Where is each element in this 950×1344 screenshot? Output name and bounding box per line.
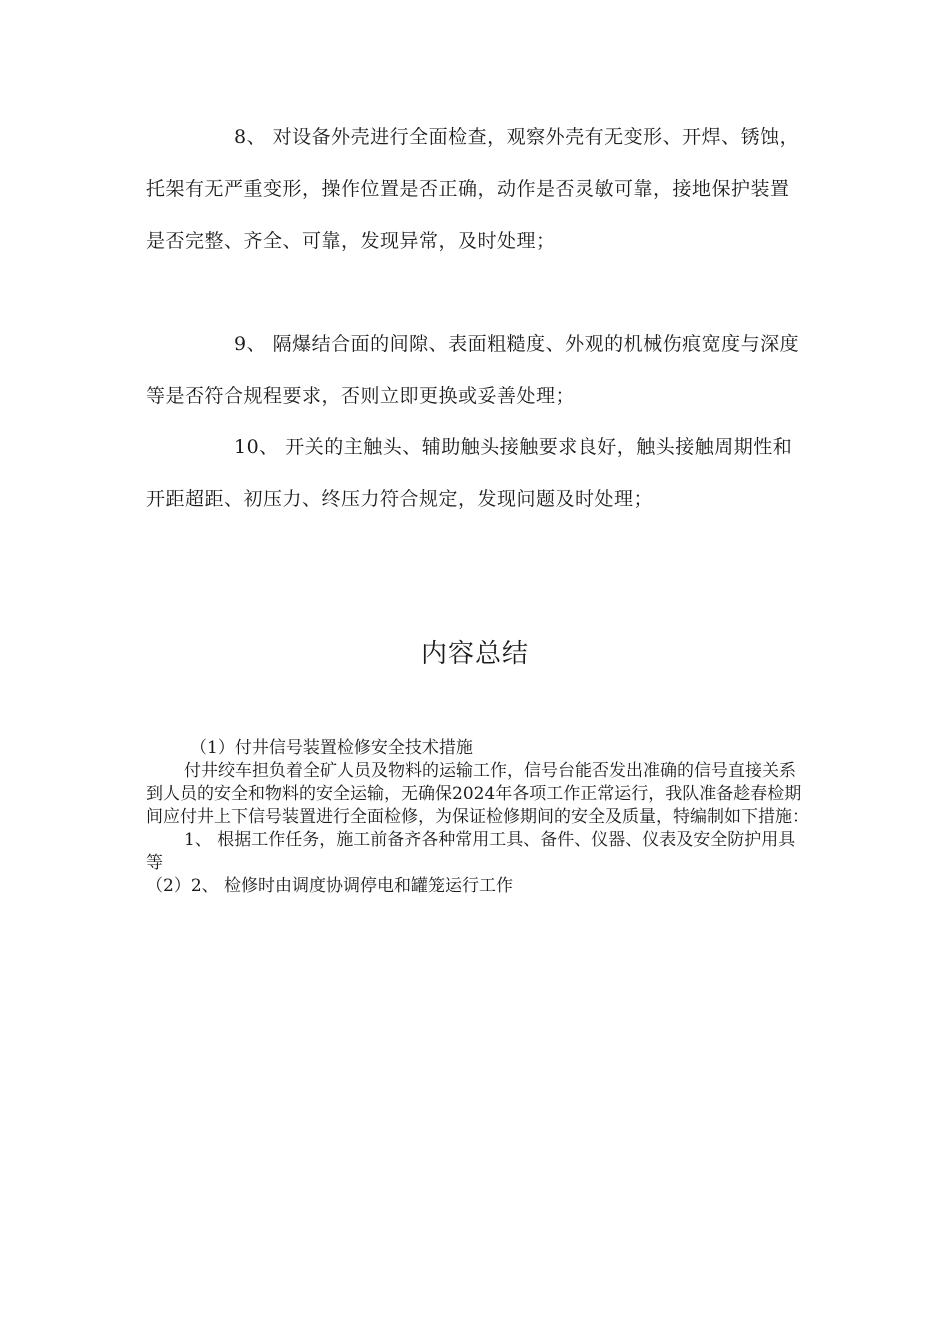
summary-paragraph: 付井绞车担负着全矿人员及物料的运输工作，信号台能否发出准确的信号直接关系到人员的安全和物料的安全运输，无确保2024年各项工作正常运行，我队准备趁春检期间应付井上下信号装置进行全面检修，为保证检修期间的安全及质量，特编制如下措施： xyxy=(146,761,809,827)
summary-section xyxy=(146,737,810,898)
paragraph-item-9: 9、 隔爆结合面的间隙、表面粗糙度、外观的机械伤痕宽度与深度等是否符合规程要求，否则立即更换或妥善处理； xyxy=(146,333,800,407)
paragraph-item-10: 10、 开关的主触头、辅助触头接触要求良好，触头接触周期性和开距超距、初压力、终压力符合规定，发现问题及时处理； xyxy=(146,436,793,510)
summary-title: 内容总结 xyxy=(420,639,529,669)
summary-item-1: 1、 根据工作任务，施工前备齐各种常用工具、备件、仪器、仪表及安全防护用具等 xyxy=(146,830,796,873)
summary-heading-1: （1）付井信号装置检修安全技术措施 xyxy=(190,738,473,758)
summary-heading-2: （2）2、 检修时由调度协调停电和罐笼运行工作 xyxy=(146,876,514,896)
paragraph-item-8: 8、 对设备外壳进行全面检查，观察外壳有无变形、开焊、锈蚀，托架有无严重变形，操作位置是否正确，动作是否灵敏可靠，接地保护装置是否完整、齐全、可靠，发现异常，及时处理； xyxy=(146,126,800,252)
